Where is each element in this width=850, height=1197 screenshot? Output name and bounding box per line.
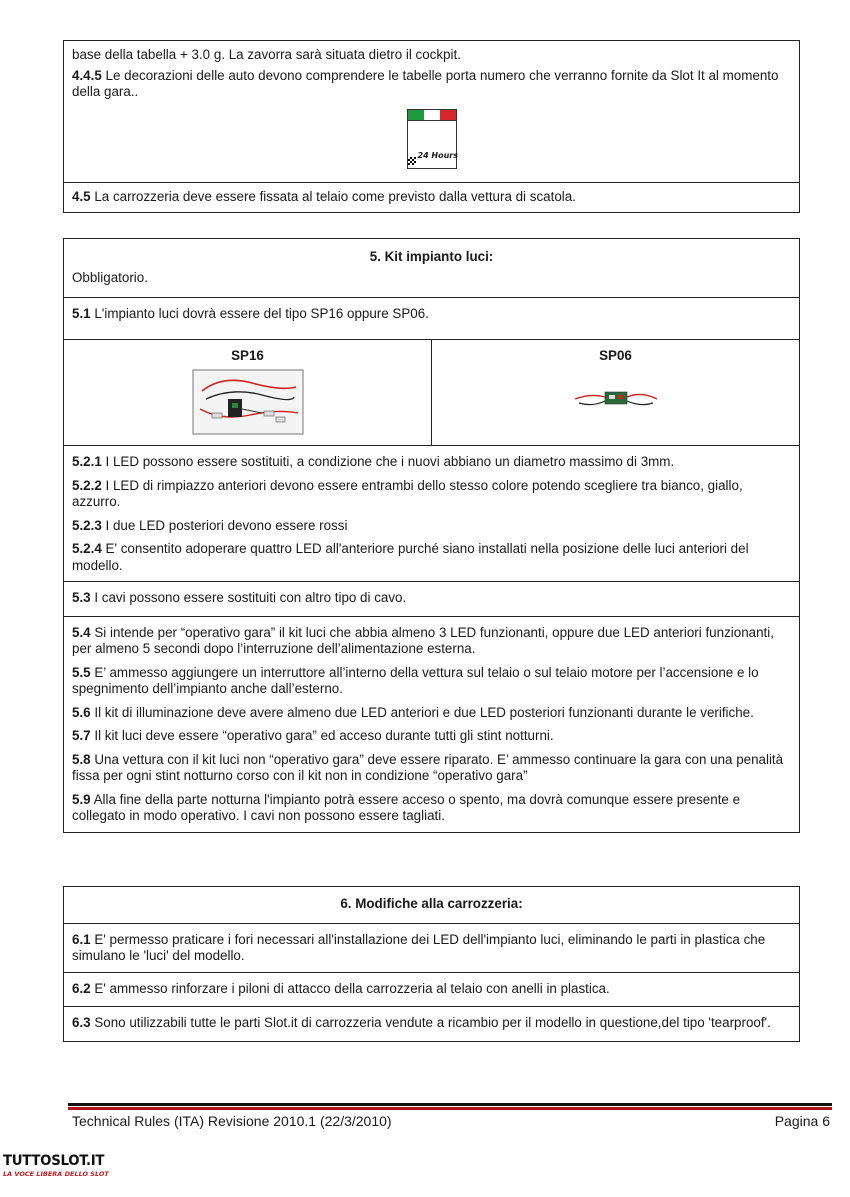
sp16-kit-image xyxy=(192,369,304,435)
rule-4-5 xyxy=(64,182,799,213)
footer-document-info: Technical Rules (ITA) Revisione 2010.1 (22/3/2010) xyxy=(72,1113,392,1129)
rule-number: 5.6 xyxy=(72,704,91,720)
rule-text: L'impianto luci dovrà essere del tipo SP16 oppure SP06. xyxy=(90,306,429,321)
rules-5-2 xyxy=(64,445,799,581)
rule-number: 6.2 xyxy=(72,980,91,996)
race-number-plate-image xyxy=(407,109,457,169)
rule-5-1 xyxy=(64,297,799,339)
rule-number: 5.4 xyxy=(72,624,91,640)
rule-number: 5.7 xyxy=(72,728,91,743)
section6-box xyxy=(63,886,800,1042)
rule-number: 5.2.1 xyxy=(72,454,102,469)
section5-box xyxy=(63,238,800,833)
footer-rule-red xyxy=(68,1107,832,1110)
rule-number: 5.2.2 xyxy=(72,477,102,493)
flag-red-stripe xyxy=(440,110,456,120)
section-title: 6. Modifiche alla carrozzeria: xyxy=(340,896,523,911)
rule-text: I due LED posteriori devono essere rossi xyxy=(101,517,348,533)
plate-text: 24 Hours xyxy=(417,151,459,160)
rule-number: 4.5 xyxy=(72,188,91,204)
plate-divider xyxy=(408,120,456,121)
footer-rule-black xyxy=(68,1103,832,1106)
rule-text: E’ ammesso aggiungere un interruttore all’interno della vettura sul telaio o sul telaio motore per l’accensione e lo spegnimento dell’impianto anche dall’esterno. xyxy=(72,664,759,696)
section4-box xyxy=(63,40,800,213)
sp06-kit-image xyxy=(571,377,661,417)
footer-page-number: Pagina 6 xyxy=(774,1113,830,1129)
product-sp16 xyxy=(64,340,432,445)
rule-number: 5.5 xyxy=(72,664,91,680)
product-label: SP16 xyxy=(231,348,264,363)
rule-number: 5.3 xyxy=(72,590,91,605)
rule-text: La carrozzeria deve essere fissata al telaio come previsto dalla vettura di scatola. xyxy=(90,188,576,204)
rule-text: I cavi possono essere sostituiti con altro tipo di cavo. xyxy=(90,590,407,605)
rule-4-4-5 xyxy=(64,64,799,182)
rule-number: 4.4.5 xyxy=(72,67,102,83)
rule-number: 5.9 xyxy=(72,791,91,807)
rule-text: Le decorazioni delle auto devono comprendere le tabelle porta numero che verranno fornite da Slot It al momento della gara.. xyxy=(72,67,779,99)
rule-4-4-4-continued xyxy=(64,41,799,64)
rule-number: 6.1 xyxy=(72,931,91,947)
rule-text: I LED possono essere sostituiti, a condizione che i nuovi abbiano un diametro massimo di 3mm. xyxy=(101,454,675,469)
rule-5-3 xyxy=(64,581,799,616)
rule-number: 5.2.4 xyxy=(72,541,102,556)
logo-tagline: LA VOCE LIBERA DELLO SLOT xyxy=(3,1170,109,1178)
product-label: SP06 xyxy=(599,348,632,363)
checkered-flag-icon xyxy=(408,157,416,165)
rule-6-3 xyxy=(64,1006,799,1041)
mandatory-note: Obbligatorio. xyxy=(72,269,148,285)
rule-text: Il kit luci deve essere “operativo gara” ed acceso durante tutti gli stint notturni. xyxy=(90,728,554,743)
flag-green-stripe xyxy=(408,110,424,120)
logo-main-text: TUTTOSLOT.IT xyxy=(3,1153,105,1169)
rule-text: I LED di rimpiazzo anteriori devono essere entrambi dello stesso colore potendo scegliere tra bianco, giallo, azzurro. xyxy=(72,477,743,509)
rule-text: Una vettura con il kit luci non “operativo gara” deve essere riparato. E’ ammesso continuare la gara con una penalità fissa per ogni stint notturno corso con il kit non in condizione “operativo gara” xyxy=(72,751,784,783)
rule-text: E' permesso praticare i fori necessari all'installazione dei LED dell'impianto luci, eliminando le parti in plastica che simulano le 'luci' del modello. xyxy=(72,931,766,963)
product-sp06 xyxy=(432,340,799,445)
rule-text: Sono utilizzabili tutte le parti Slot.it di carrozzeria vendute a ricambio per il modello in questione,del tipo 'tearproof'. xyxy=(90,1015,771,1030)
rule-text: Si intende per “operativo gara” il kit luci che abbia almeno 3 LED funzionanti, oppure due LED anteriori funzionanti, per almeno 5 secondi dopo l’interruzione dell’alimentazione esterna. xyxy=(72,624,774,656)
rule-text: Alla fine della parte notturna l'impianto potrà essere acceso o spento, ma dovrà comunque essere presente e collegato in modo operativo. I cavi non possono essere tagliati. xyxy=(72,791,741,823)
rule-number: 5.8 xyxy=(72,751,91,767)
section5-header xyxy=(64,239,799,297)
tuttoslot-logo xyxy=(3,1153,110,1178)
rule-text: base della tabella + 3.0 g. La zavorra sarà situata dietro il cockpit. xyxy=(72,47,461,62)
rule-6-2 xyxy=(64,972,799,1007)
rule-text: Il kit di illuminazione deve avere almeno due LED anteriori e due LED posteriori funzionanti durante le verifiche. xyxy=(90,704,754,720)
section-title: 5. Kit impianto luci: xyxy=(369,249,494,264)
rules-5-4-to-5-9 xyxy=(64,616,799,832)
rule-text: E' consentito adoperare quattro LED all'anteriore purché siano installati nella posizione delle luci anteriori del modello. xyxy=(72,541,749,573)
rule-number: 5.1 xyxy=(72,306,91,321)
light-kit-products xyxy=(64,339,799,445)
section6-header xyxy=(64,887,799,923)
rule-6-1 xyxy=(64,923,799,972)
rule-number: 5.2.3 xyxy=(72,517,102,533)
rule-number: 6.3 xyxy=(72,1015,91,1030)
rule-text: E' ammesso rinforzare i piloni di attacco della carrozzeria al telaio con anelli in plastica. xyxy=(90,980,610,996)
